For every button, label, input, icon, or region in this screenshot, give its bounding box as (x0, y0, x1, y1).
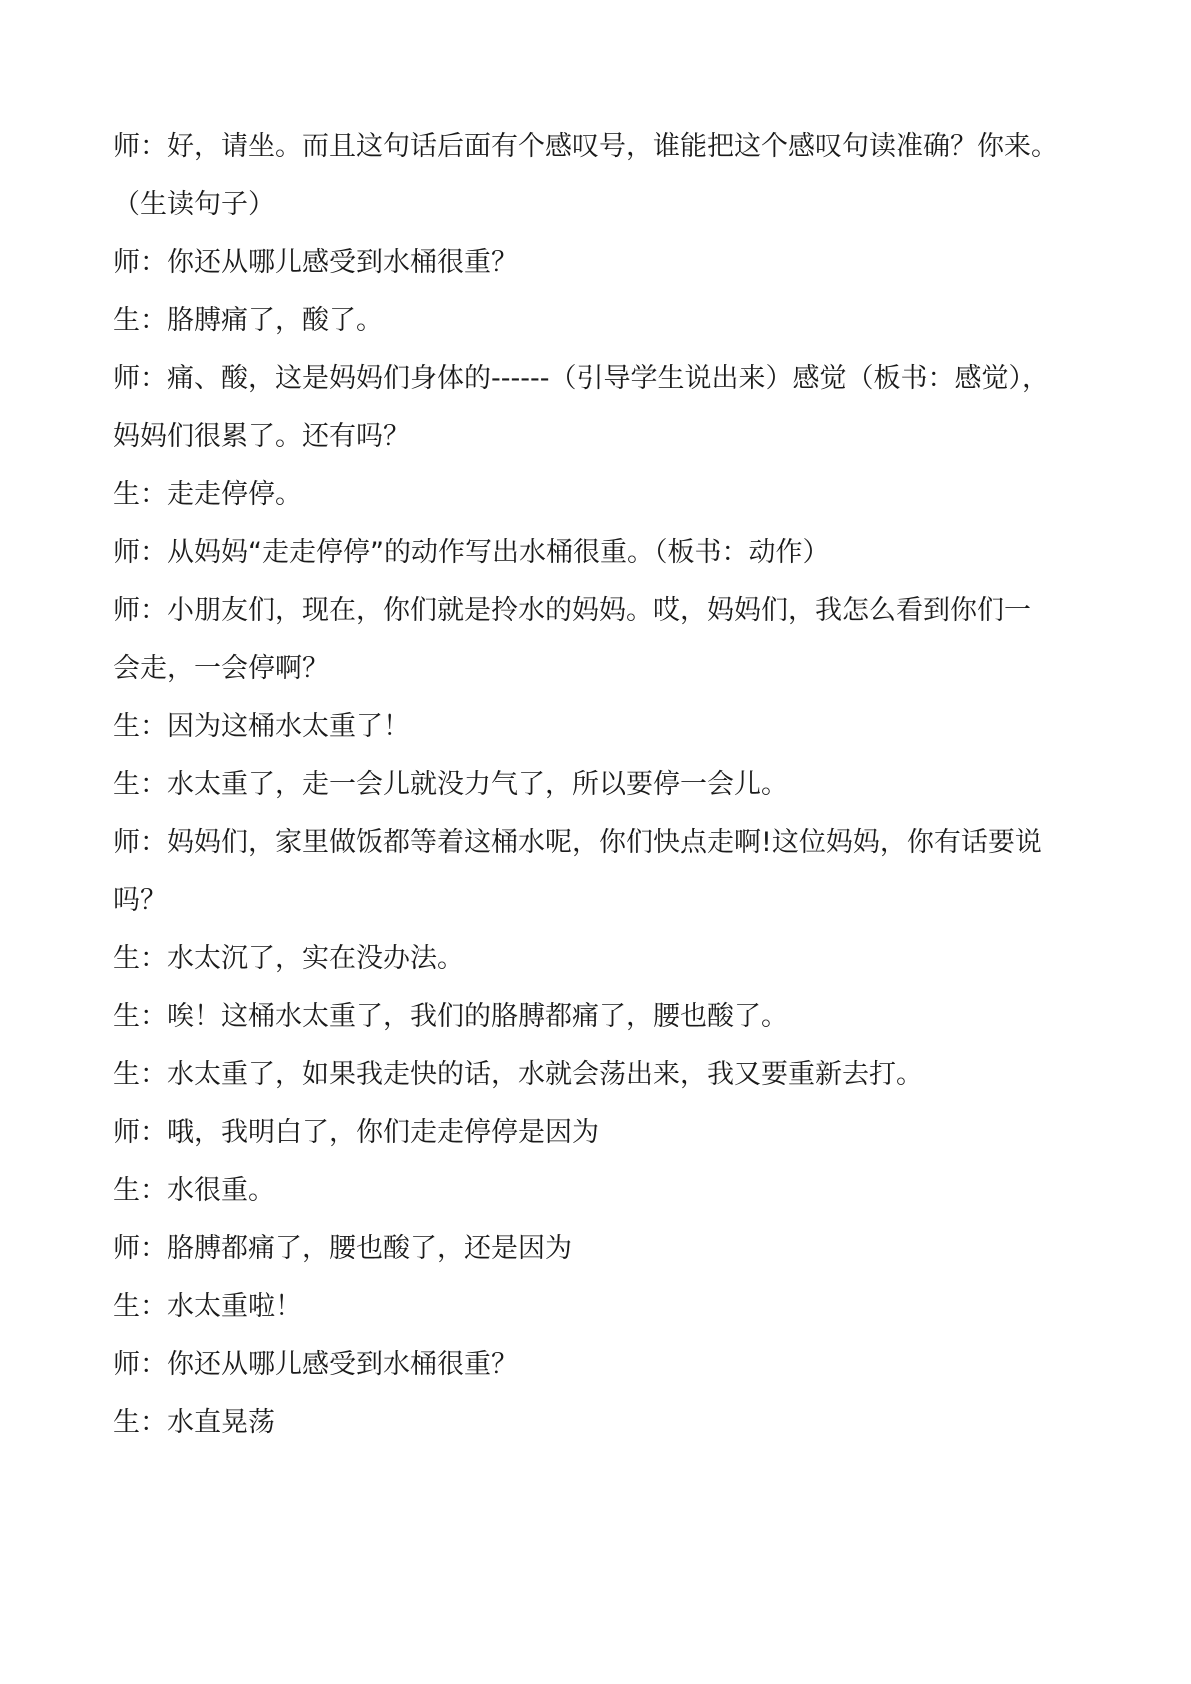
dialogue-line: 妈妈们很累了。还有吗？ (113, 421, 410, 452)
dialogue-line: 会走，一会停啊？ (113, 653, 329, 684)
dialogue-line: 生：因为这桶水太重了！ (113, 711, 410, 742)
dialogue-line: 师：好，请坐。而且这句话后面有个感叹号，谁能把这个感叹句读准确？你来。 (113, 131, 1058, 162)
dialogue-line: 师：小朋友们，现在，你们就是拎水的妈妈。哎，妈妈们，我怎么看到你们一 (113, 595, 1031, 626)
dialogue-line: 生：唉！这桶水太重了，我们的胳膊都痛了，腰也酸了。 (113, 1001, 788, 1032)
dialogue-line: 吗？ (113, 885, 167, 916)
dialogue-line: 生：走走停停。 (113, 479, 302, 510)
dialogue-line: 生：胳膊痛了，酸了。 (113, 305, 383, 336)
dialogue-line: 生：水直晃荡 (113, 1407, 275, 1438)
dialogue-line: 生：水太重啦！ (113, 1291, 302, 1322)
dialogue-line: 生：水太重了，走一会儿就没力气了，所以要停一会儿。 (113, 769, 788, 800)
dialogue-line: 生：水很重。 (113, 1175, 275, 1206)
dialogue-line: 师：妈妈们，家里做饭都等着这桶水呢，你们快点走啊!这位妈妈，你有话要说 (113, 827, 1042, 858)
dialogue-line: （生读句子） (113, 189, 275, 220)
dialogue-line: 师：痛、酸，这是妈妈们身体的------（引导学生说出来）感觉（板书：感觉）， (113, 363, 1049, 394)
dialogue-line: 生：水太重了，如果我走快的话，水就会荡出来，我又要重新去打。 (113, 1059, 923, 1090)
dialogue-line: 师：从妈妈“走走停停”的动作写出水桶很重。（板书：动作） (113, 537, 830, 568)
dialogue-line: 师：胳膊都痛了，腰也酸了，还是因为 (113, 1233, 572, 1264)
dialogue-line: 师：你还从哪儿感受到水桶很重？ (113, 1349, 518, 1380)
dialogue-line: 生：水太沉了，实在没办法。 (113, 943, 464, 974)
dialogue-line: 师：哦，我明白了，你们走走停停是因为 (113, 1117, 599, 1148)
dialogue-line: 师：你还从哪儿感受到水桶很重？ (113, 247, 518, 278)
